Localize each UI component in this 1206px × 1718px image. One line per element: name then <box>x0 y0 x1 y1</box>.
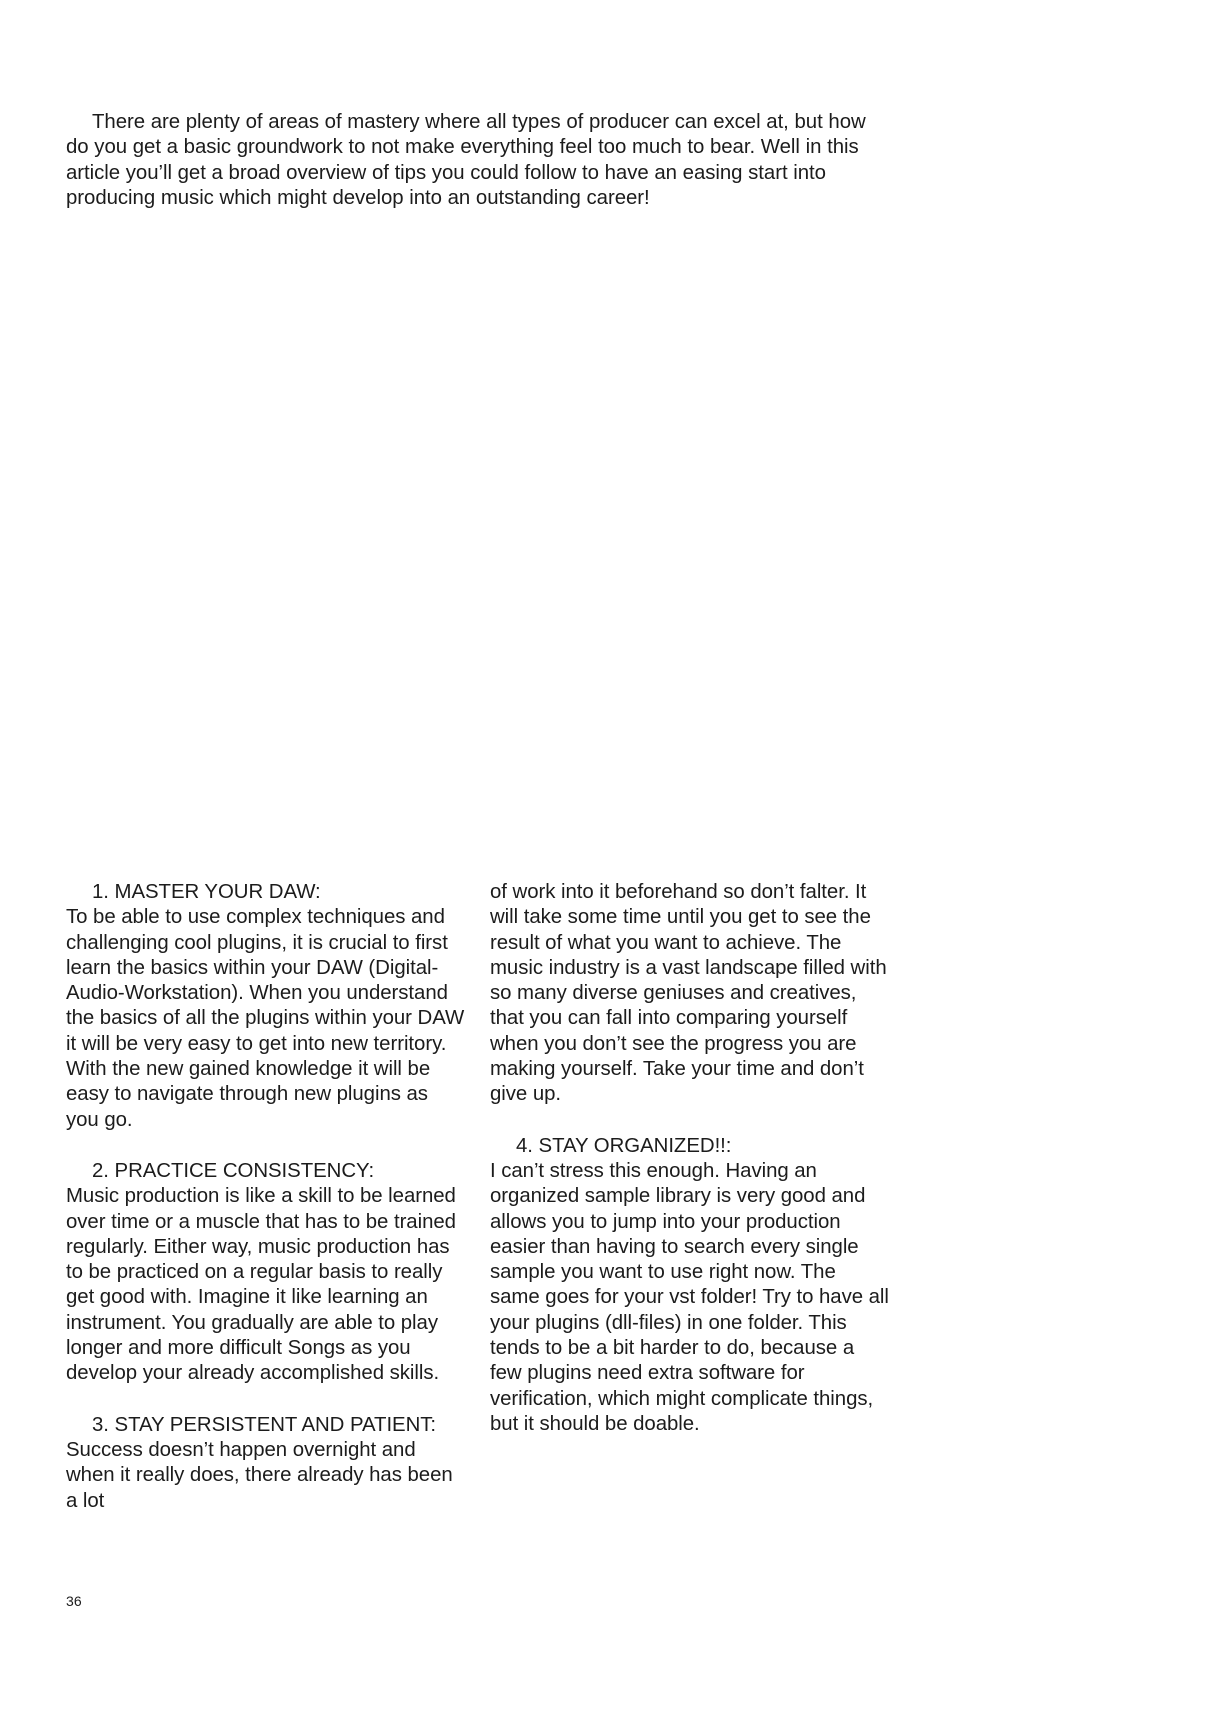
section-stay-organized <box>490 1134 890 1438</box>
section-practice-consistency <box>66 1159 466 1387</box>
intro-paragraph: There are plenty of areas of mastery where all types of producer can excel at, but how do you get a basic groundwork to not make everything feel too much to bear. Well in this article you’ll get a broad overview of tips you could follow to have an easing start into producing music which might develop into an outstanding career! <box>66 111 866 209</box>
section-body: I can’t stress this enough. Having an organized sample library is very good and allows you to jump into your production easier than having to search every single sample you want to use right now. The same goes for your vst folder! Try to have all your plugins (dll-files) in one folder. This tends to be a bit harder to do, because a few plugins need extra software for verification, which might complicate things, but it should be doable. <box>490 1159 889 1435</box>
section-body: To be able to use complex techniques and challenging cool plugins, it is crucial to first learn the basics within your DAW (Digital-Audio-Workstation). When you understand the basics of all the plugins within your DAW it will be very easy to get into new territory. With the new gained knowledge it will be easy to navigate through new plugins as you go. <box>66 906 465 1131</box>
section-master-your-daw <box>66 880 466 1133</box>
left-column <box>66 880 466 1514</box>
intro-block <box>66 110 890 211</box>
section-body: Success doesn’t happen overnight and when it really does, there already has been a lot <box>66 1438 453 1512</box>
section-heading: 1. MASTER YOUR DAW: <box>92 881 321 903</box>
body-columns <box>66 880 890 1514</box>
right-column <box>490 880 890 1514</box>
section-heading: 3. STAY PERSISTENT AND PATIENT: <box>92 1413 437 1436</box>
section-heading: 4. STAY ORGANIZED!!: <box>516 1134 732 1157</box>
section-continuation <box>490 880 890 1108</box>
page-number: 36 <box>66 1593 82 1609</box>
section-stay-persistent-and-patient <box>66 1413 466 1514</box>
continuation-paragraph: of work into it beforehand so don’t falter. It will take some time until you get to see the result of what you want to achieve. The music industry is a vast landscape filled with so many diverse geniuses and creatives, that you can fall into comparing yourself when you don’t see the progress you are making yourself. Take your time and don’t give up. <box>490 881 887 1106</box>
section-body: Music production is like a skill to be learned over time or a muscle that has to be trained regularly. Either way, music production has to be practiced on a regular basis to really get good with. Imagine it like learning an instrument. You gradually are able to play longer and more difficult Songs as you develop your already accomplished skills. <box>66 1185 456 1385</box>
section-heading: 2. PRACTICE CONSISTENCY: <box>92 1159 375 1182</box>
